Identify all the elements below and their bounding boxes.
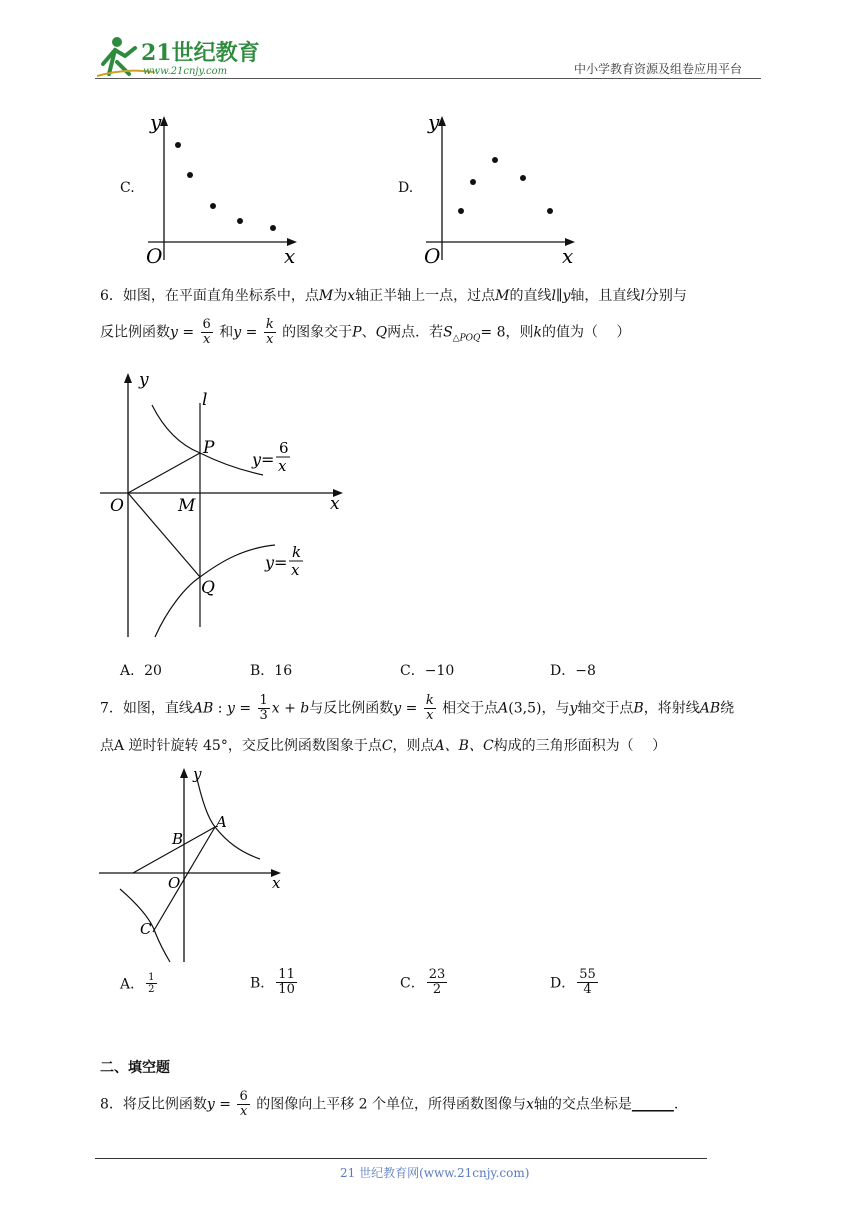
svg-text:x: x [278, 457, 287, 475]
header-logo [95, 34, 265, 80]
svg-text:A: A [216, 813, 227, 831]
q5c-point [210, 203, 216, 209]
q5c-point [187, 172, 193, 178]
q5-option-d-label: D. [398, 180, 414, 196]
svg-text:O: O [168, 874, 181, 892]
runner-logo-icon [95, 34, 265, 80]
svg-text:x: x [562, 244, 574, 268]
section-title: 二、填空题 [100, 1060, 170, 1076]
q5d-point [492, 157, 498, 163]
q5-option-c-graph [140, 105, 305, 270]
q5d-point [470, 179, 476, 185]
svg-text:6: 6 [279, 439, 289, 457]
q6-option-c: C．−10 [400, 663, 455, 679]
q7-option-a: A． $\frac{1}{2}$ [120, 972, 155, 995]
svg-text:Q: Q [201, 578, 215, 598]
svg-text:y: y [139, 370, 149, 390]
q6-option-a: A．20 [120, 663, 162, 679]
q7-option-c: C． $\frac{23}{2}$ [400, 967, 446, 997]
q5d-point [547, 208, 553, 214]
svg-text:y: y [193, 765, 202, 783]
svg-text:B: B [172, 830, 184, 848]
q5c-point [270, 225, 276, 231]
q5c-point [175, 142, 181, 148]
q6-option-d: D．−8 [550, 663, 596, 679]
svg-text:P: P [203, 438, 215, 458]
q7-option-d: D． $\frac{55}{4}$ [550, 967, 596, 997]
svg-text:x: x [284, 244, 296, 268]
q7-line1: 7．如图，直线AB : y = $\frac{1}{3}$ x + b与反比例函数y = $\frac{k}{x}$ 相交于点A(3,5)，与y轴交于点B，将射线AB绕 [100, 693, 735, 723]
svg-text:x: x [291, 561, 300, 579]
svg-text:www.21cnjy.com: www.21cnjy.com [143, 66, 228, 77]
svg-text:y=: y= [265, 553, 288, 572]
svg-text:l: l [202, 390, 208, 410]
q6-line2: 反比例函数y = $\frac{6}{x}$ 和y = $\frac{k}{x}$ 的图象交于P、Q两点．若$S_{\triangle POQ}= 8$，则k的值为（ ） [100, 317, 631, 347]
footer-rule [95, 1158, 707, 1159]
svg-text:O: O [110, 496, 124, 516]
svg-text:y=: y= [252, 450, 275, 469]
q5-option-d-graph [418, 105, 583, 270]
q5d-point [458, 208, 464, 214]
svg-text:M: M [178, 496, 196, 516]
q7-figure [95, 762, 295, 967]
svg-text:x: x [272, 874, 281, 892]
svg-text:y: y [428, 110, 440, 134]
footer-text: 21 世纪教育网(www.21cnjy.com) [340, 1166, 530, 1180]
svg-text:O: O [146, 244, 163, 268]
header-rule [95, 78, 761, 79]
svg-text:x: x [330, 494, 340, 514]
svg-text:21世纪教育: 21世纪教育 [141, 40, 260, 66]
svg-text:y: y [150, 110, 162, 134]
svg-text:C: C [140, 920, 152, 938]
q5-option-c-label: C. [120, 180, 135, 196]
q6-figure [95, 365, 355, 645]
header-platform-name: 中小学教育资源及组卷应用平台 [574, 62, 743, 76]
q7-option-b: B． $\frac{11}{10}$ [250, 967, 295, 997]
q6-line1: 6．如图，在平面直角坐标系中，点M为x轴正半轴上一点，过点M的直线l∥y轴，且直线l分别与 [100, 288, 687, 304]
q5c-point [237, 218, 243, 224]
q7-line2: 点A 逆时针旋转 45°，交反比例函数图象于点C，则点A、B、C构成的三角形面积为（ ） [100, 738, 667, 754]
svg-text:O: O [424, 244, 441, 268]
q5d-point [520, 175, 526, 181]
svg-text:k: k [292, 543, 302, 561]
q6-option-b: B．16 [250, 663, 293, 679]
q8-line: 8．将反比例函数y = $\frac{6}{x}$ 的图像向上平移 2 个单位，所得函数图像与x轴的交点坐标是______. [100, 1089, 679, 1119]
